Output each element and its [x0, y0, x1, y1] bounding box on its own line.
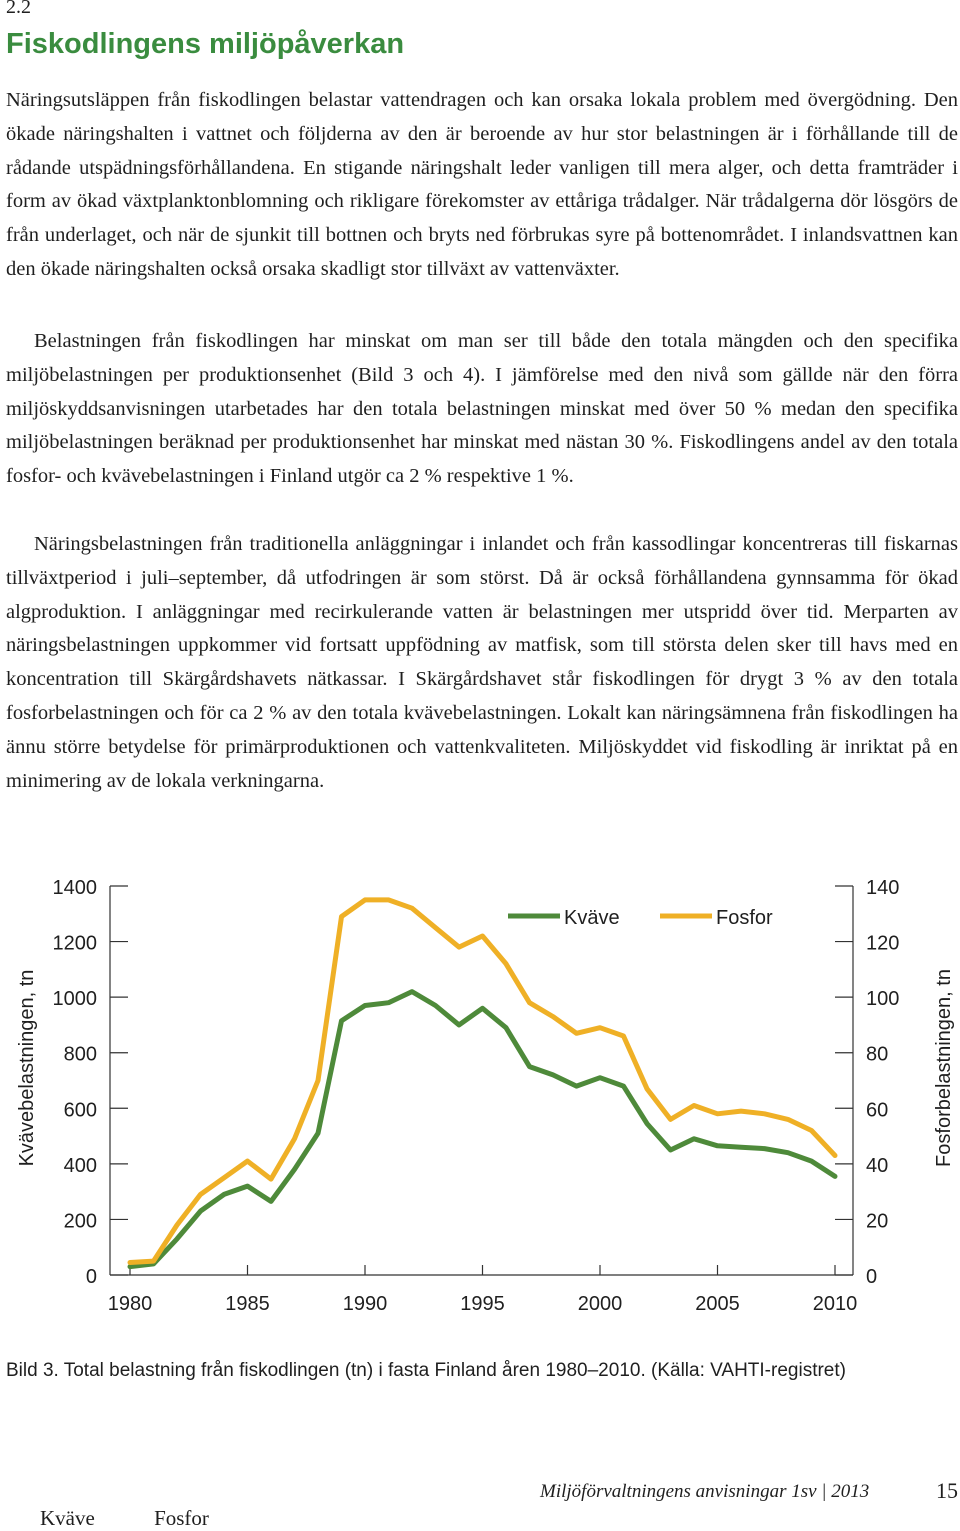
series-line-fosfor: [130, 900, 835, 1263]
right-axis-tick-label: 80: [866, 1043, 889, 1066]
left-axis-tick-label: 0: [85, 1266, 97, 1288]
left-axis-tick-label: 200: [63, 1210, 97, 1233]
right-axis-tick-label: 120: [866, 932, 900, 955]
right-axis-tick-label: 140: [866, 877, 900, 899]
x-axis-tick-label: 1985: [225, 1293, 270, 1315]
x-axis-tick-label: 1990: [342, 1293, 388, 1315]
body-paragraph-1: Näringsutsläppen från fiskodlingen belastar vattendragen och kan orsaka lokala problem med övergödning. Den ökade näringshalten i vattnet och följderna av den är beroende av hur stor belastningen är i förhållande till de rådande utspädningsförhållandena. En stigande näringshalt leder vanligen till mera alger, och detta framträder i form av ökad växtplanktonblomning och rikligare förekomster av ettåriga trådalger. När trådalgerna dör lösgörs de från underlaget, och när de sjunkit till bottnen och bryts ned förbrukas syre på bottenområdet. I inlandsvattnen kan den ökade näringshalten också orsaka skadligt stor tillväxt av vattenväxter.: [6, 89, 958, 280]
right-axis-tick-label: 100: [866, 988, 900, 1011]
section-number: 2.2: [6, 0, 31, 18]
x-axis-tick-label: 1995: [460, 1293, 505, 1315]
x-axis-tick-label: 1980: [107, 1293, 153, 1315]
x-axis-tick-label: 2000: [577, 1293, 623, 1315]
figure-caption: Bild 3. Total belastning från fiskodlingen (tn) i fasta Finland åren 1980–2010. (Källa: VAHTI-registret): [6, 1360, 846, 1381]
right-axis-tick-label: 60: [866, 1099, 889, 1122]
left-axis-tick-label: 800: [63, 1043, 97, 1066]
chart-legend: [508, 907, 773, 929]
right-axis-title: Fosforbelastningen, tn: [933, 969, 955, 1167]
legend-label-kvave: Kväve: [564, 907, 620, 929]
page-number: 15: [936, 1478, 958, 1503]
footer-legend: [40, 1506, 263, 1531]
chart-series: [130, 900, 835, 1267]
left-axis-tick-label: 600: [63, 1099, 97, 1122]
footer-legend-fosfor: Fosfor: [154, 1506, 209, 1530]
x-axis-tick-label: 2010: [812, 1293, 858, 1315]
right-axis-tick-label: 20: [866, 1210, 889, 1233]
footer-legend-kvave: Kväve: [40, 1506, 95, 1530]
section-title: Fiskodlingens miljöpåverkan: [6, 28, 405, 60]
footer-publication: Miljöförvaltningens anvisningar 1sv | 2013: [540, 1481, 870, 1502]
x-axis-tick-label: 2005: [695, 1293, 740, 1315]
series-line-kvave: [130, 992, 835, 1267]
legend-label-fosfor: Fosfor: [716, 907, 773, 929]
right-axis-tick-label: 40: [866, 1154, 889, 1177]
nutrient-load-chart: [0, 862, 960, 1332]
left-axis-tick-label: 400: [63, 1154, 97, 1177]
left-axis-title: Kvävebelastningen, tn: [16, 969, 38, 1167]
left-axis-tick-label: 1000: [52, 988, 97, 1011]
left-axis-tick-label: 1400: [52, 877, 97, 899]
left-axis-tick-label: 1200: [52, 932, 97, 955]
right-axis-tick-label: 0: [866, 1266, 878, 1288]
body-paragraph-3: Näringsbelastningen från traditionella anläggningar i inlandet och från kassodlingar koncentreras till fiskarnas tillväxtperiod i juli–september, då utfodringen är som störst. Då är också förhållandena gynnsamma för ökad algproduktion. I anläggningar med recirkulerande vatten är belastningen mer utspridd över tid. Merparten av näringsbelastningen uppkommer vid fortsatt uppfödning av matfisk, som till största delen sker till havs med en koncentration till Skärgårdshavets nätkassar. I Skärgårdshavet står fiskodlingen för drygt 3 % av den totala fosforbelastningen och för ca 2 % av den totala kvävebelastningen. Lokalt kan näringsämnena från fiskodlingen ha ännu större betydelse för primärproduktionen och vattenkvaliteten. Miljöskyddet vid fiskodling är inriktat på en minimering av de lokala verkningarna.: [6, 533, 958, 792]
body-paragraph-2: Belastningen från fiskodlingen har minskat om man ser till både den totala mängden och den specifika miljöbelastningen per produktionsenhet (Bild 3 och 4). I jämförelse med den nivå som gällde när den förra miljöskyddsanvisningen utarbetades har den totala belastningen minskat med över 50 % medan den specifika miljöbelastningen beräknad per produktionsenhet har minskat med nästan 30 %. Fiskodlingens andel av den totala fosfor- och kvävebelastningen i Finland utgör ca 2 % respektive 1 %.: [6, 330, 958, 488]
